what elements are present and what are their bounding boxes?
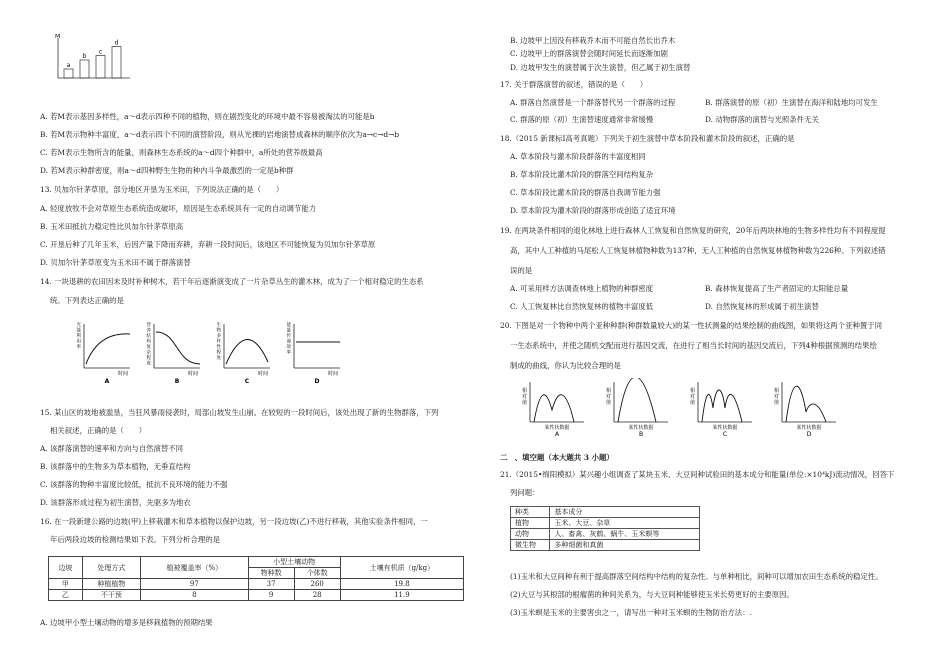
table-cell: 19.8 xyxy=(340,579,463,590)
q14-graph-A xyxy=(77,321,131,385)
q20-ylabel: 相对值 xyxy=(773,388,779,406)
q14-ylabel: 光能利用率 xyxy=(76,323,81,350)
table-row xyxy=(49,590,464,601)
table-cell: 人、畜禽、灰鹤、蜗牛、玉米螟等 xyxy=(550,529,700,540)
table-cell: 97 xyxy=(141,579,248,590)
top-bar-chart xyxy=(52,34,132,84)
bar-label-c: c xyxy=(98,48,103,56)
bar-label-d: d xyxy=(114,39,119,47)
q19-line-2: 高，其中人工种植的马尾松人工恢复林植物种数为137种，无人工种植的自然恢复林植物种数为226种。下列叙述错 xyxy=(510,246,886,255)
q20-curve xyxy=(702,390,742,422)
q21-stem-1: 21.（2015•绵阳模拟）某兴趣小组调查了某块玉米、大豆间种试验田的基本成分和能量(单位:×10⁴kJ)流动情况，回答下 xyxy=(500,470,895,479)
q16-header-organic: 土壤有机质（g/kg） xyxy=(340,557,463,579)
table-cell: 28 xyxy=(294,590,340,601)
q16-subheader-individuals: 个体数 xyxy=(294,568,340,579)
chart-axis-label: M xyxy=(55,34,61,40)
q17-option-d: D. 动物群落的演替与光照条件无关 xyxy=(705,115,819,124)
q14-graph-label: B xyxy=(174,378,180,385)
q20-ylabel: 相对值 xyxy=(689,388,695,406)
q18-stem: 18.（2015 新课标Ⅰ高考真题）下列关于初生演替中草本阶段和灌木阶段的叙述，正确的是 xyxy=(500,134,795,143)
q19-option-a: A. 可采用样方法调查林地上植物的种群密度 xyxy=(510,284,654,293)
table-row xyxy=(511,529,700,540)
q14-graph-D xyxy=(287,321,341,385)
q20-ylabel: 相对值 xyxy=(521,388,527,406)
q20-xlabel: 某性状数据 xyxy=(712,425,738,431)
q13-stem: 13. 贝加尔针茅草原，部分地区开垦为玉米田，下列说法正确的是（ ） xyxy=(40,185,284,194)
q21-sub-2: (2)大豆与其根部的根瘤菌的种间关系为，与大豆间种能够使玉米长势更好的主要原因。 xyxy=(510,590,794,599)
q19-option-c: C. 人工恢复林比自然恢复林的植物丰富度低 xyxy=(510,302,654,311)
q16-table xyxy=(48,556,464,601)
q14-stem-2: 统。下列表达正确的是 xyxy=(50,296,124,305)
q14-graph-label: A xyxy=(104,378,110,385)
q21-sub-1: (1)玉米和大豆间种有利于提高群落空间结构中结构的复杂性。与单种相比，间种可以增加农田生态系统的稳定性。 xyxy=(510,572,883,581)
q14-ylabel: 生物多样性程度 xyxy=(216,323,221,361)
q14-curve xyxy=(86,334,130,364)
q16-stem-1: 16. 在一段新建公路的边坡(甲)上移栽灌木和草本植物以保护边坡，另一段边坡(乙)不进行移栽，其他实验条件相同，一 xyxy=(40,517,428,526)
table-cell: 种类 xyxy=(511,507,550,518)
q18-option-d: D. 草本阶段为灌木阶段的群落形成创造了适宜环境 xyxy=(510,206,676,215)
q20-line-2: 一生态系统中，并使之随机交配而进行基因交流，在进行了相当长时间的基因交流后，下列4种根据预测的结果绘 xyxy=(510,341,877,350)
q14-graph-label: D xyxy=(314,378,320,385)
q15-option-c: C. 该群落的物种丰富度比较低，抵抗不良环境的能力不强 xyxy=(40,480,228,489)
q20-xlabel: 某性状数据 xyxy=(796,425,822,431)
table-cell: 动物 xyxy=(511,529,550,540)
q20-graph-label: A xyxy=(554,431,560,438)
q20-graph-A xyxy=(522,382,584,438)
table-cell: 不干预 xyxy=(82,590,140,601)
table-cell: 种植植物 xyxy=(82,579,140,590)
q20-graph-C xyxy=(690,382,752,438)
q13-option-d: D. 贝加尔针茅草原变为玉米田不属于群落演替 xyxy=(40,258,191,267)
bar-d xyxy=(112,47,121,79)
q13-option-b: B. 玉米田抵抗力稳定性比贝加尔针茅草原高 xyxy=(40,222,184,231)
table-cell: 9 xyxy=(248,590,294,601)
q15-option-d: D. 该群落形成过程为初生演替，先驱多为地衣 xyxy=(40,498,191,507)
q14-graph-label: C xyxy=(244,378,250,385)
q17-option-b: B. 群落演替的原（初）生演替在海洋和陆地均可发生 xyxy=(705,98,878,107)
q15-option-a: A. 该群落演替的速率和方向与自然演替不同 xyxy=(40,444,184,453)
table-cell: 乙 xyxy=(49,590,83,601)
q16-header-slope: 边坡 xyxy=(49,557,83,579)
q17-option-c: C. 群落的原（初）生演替速度通常非常缓慢 xyxy=(510,115,654,124)
q14-xlabel: 时间 xyxy=(117,371,128,377)
q14-xlabel: 时间 xyxy=(187,371,198,377)
table-row xyxy=(511,507,700,518)
q20-graph-B xyxy=(606,378,668,438)
q16-stem-2: 年后两段边坡的检测结果如下表。下列分析合理的是 xyxy=(50,535,220,544)
q19-line-3: 误的是 xyxy=(510,266,533,275)
bar-b xyxy=(80,60,89,78)
table-row xyxy=(511,518,700,529)
q20-xlabel: 某性状数据 xyxy=(544,425,570,431)
table-row xyxy=(49,579,464,590)
q16-header-treatment: 处理方式 xyxy=(82,557,140,579)
q19-option-b: B. 森林恢复提高了生产者固定的太阳能总量 xyxy=(705,284,849,293)
table-cell: 8 xyxy=(141,590,248,601)
q20-curve xyxy=(786,386,826,422)
q20-graphs xyxy=(508,378,848,440)
q20-line-1: 20. 下图是对一个物种中两个亚种种群(种群数量较大)的某一性状测量的结果绘制的曲线图，如果将这两个亚种置于同 xyxy=(500,321,883,330)
q14-xlabel: 时间 xyxy=(257,371,268,377)
q20-graph-label: D xyxy=(806,431,812,438)
q16-option-a: A. 边坡甲小型土壤动物的增多是移栽植物的预期结果 xyxy=(40,618,213,627)
q14-graph-B xyxy=(147,321,201,385)
q15-stem-2: 相关叙述，正确的是（ ） xyxy=(50,426,147,435)
q20-graph-label: B xyxy=(638,431,644,438)
q12-option-c: C. 若M表示生物所含的能量，则森林生态系统的a～d四个种群中，a所处的营养级最高 xyxy=(40,148,323,157)
table-cell: 37 xyxy=(248,579,294,590)
q14-ylabel: 营养结构复杂程度 xyxy=(146,323,151,367)
q18-option-b: B. 草本阶段比灌木阶段的群落空间结构复杂 xyxy=(510,170,654,179)
bar-c xyxy=(96,56,105,79)
q20-curve xyxy=(618,378,656,422)
q18-option-a: A. 草本阶段与灌木阶段群落的丰富度相同 xyxy=(510,152,646,161)
q20-curve xyxy=(534,395,574,422)
table-cell: 11.9 xyxy=(340,590,463,601)
q20-graph-label: C xyxy=(722,431,728,438)
q19-line-1: 19. 在两块条件相同的退化林地上进行森林人工恢复和自然恢复的研究，20年后两块林地的生物多样性均有不同程度提 xyxy=(500,226,886,235)
q20-graph-D xyxy=(774,382,836,438)
q15-stem-1: 15. 某山区的坡地被滥垦，当狂风暴雨侵袭时，局部山坡发生山崩。在较短的一段时间后，该处出现了新的生物群落，下列 xyxy=(40,408,439,417)
q18-option-c: C. 草本阶段比灌木阶段的群落自我调节能力强 xyxy=(510,188,661,197)
q16-subheader-species: 物种数 xyxy=(248,568,294,579)
q16-option-d: D. 边坡甲发生的演替属于次生演替，但乙属于初生演替 xyxy=(510,63,691,72)
q17-stem: 17. 关于群落演替的叙述，错误的是（ ） xyxy=(500,80,648,89)
q20-xlabel: 某性状数据 xyxy=(628,425,654,431)
q14-curve xyxy=(226,339,268,364)
section-2-title: 二 、填空题（本大题共 3 小题） xyxy=(500,453,614,462)
q15-option-b: B. 该群落中的生物多为草本植物，无垂直结构 xyxy=(40,462,191,471)
q20-ylabel: 相对值 xyxy=(605,388,611,406)
q16-header-soil-animals: 小型土壤动物 xyxy=(248,557,340,568)
q13-option-c: C. 开垦后种了几年玉米，后因产量下降而弃耕，弃耕一段时间后，该地区不可能恢复为贝加尔针茅草原 xyxy=(40,240,376,249)
q12-option-d: D. 若M表示种群密度，则a～d四种野生生物的种内斗争最激烈的一定是b种群 xyxy=(40,166,294,175)
q21-sub-3: (3)玉米螟是玉米的主要害虫之一，请写出一种对玉米螟的生物防治方法：. xyxy=(510,608,752,617)
q14-ylabel: 能量传递效率 xyxy=(286,323,291,356)
table-cell: 多种细菌和真菌 xyxy=(550,540,700,551)
q14-graphs xyxy=(70,318,350,388)
bar-a xyxy=(64,69,73,78)
table-cell: 260 xyxy=(294,579,340,590)
q19-option-d: D. 自然恢复林的形成属于初生演替 xyxy=(705,302,819,311)
q12-option-b: B. 若M表示物种丰富度，a～d表示四个不同的演替阶段，则从光裸的岩地演替成森林的顺序依次为a→c→d→b xyxy=(40,130,400,139)
table-row xyxy=(511,540,700,551)
table-cell: 基本成分 xyxy=(550,507,700,518)
q16-option-b: B. 边坡甲上因没有移栽乔木而不可能自然长出乔木 xyxy=(510,36,676,45)
table-cell: 微生物 xyxy=(511,540,550,551)
q16-header-coverage: 植被覆盖率（%） xyxy=(141,557,248,579)
table-cell: 植物 xyxy=(511,518,550,529)
table-cell: 玉米、大豆、杂草 xyxy=(550,518,700,529)
q21-stem-2: 列问题： xyxy=(510,488,540,497)
q12-option-a: A. 若M表示基因多样性，a～d表示四种不同的植物，则在剧烈变化的环境中最不容易被淘汰的可能是b xyxy=(40,112,375,121)
bar-label-a: a xyxy=(66,62,71,69)
q20-line-3: 制成的曲线，你认为比较合理的是 xyxy=(510,361,621,370)
table-cell: 甲 xyxy=(49,579,83,590)
q14-stem-1: 14. 一块退耕的农田因未及时补种树木，若干年后逐渐演变成了一片杂草丛生的灌木林，成为了一个相对稳定的生态系 xyxy=(40,277,424,286)
q14-curve xyxy=(156,332,200,364)
q14-graph-C xyxy=(217,321,271,385)
q16-option-c: C. 边坡甲上的群落演替会随时间延长而逐渐加剧 xyxy=(510,49,668,58)
q17-option-a: A. 群落自然演替是一个群落替代另一个群落的过程 xyxy=(510,98,676,107)
q14-xlabel: 时间 xyxy=(327,371,338,377)
q21-table xyxy=(510,506,700,551)
q13-option-a: A. 轻度放牧不会对草原生态系统造成破坏，原因是生态系统具有一定的自动调节能力 xyxy=(40,204,317,213)
bar-label-b: b xyxy=(82,53,87,60)
